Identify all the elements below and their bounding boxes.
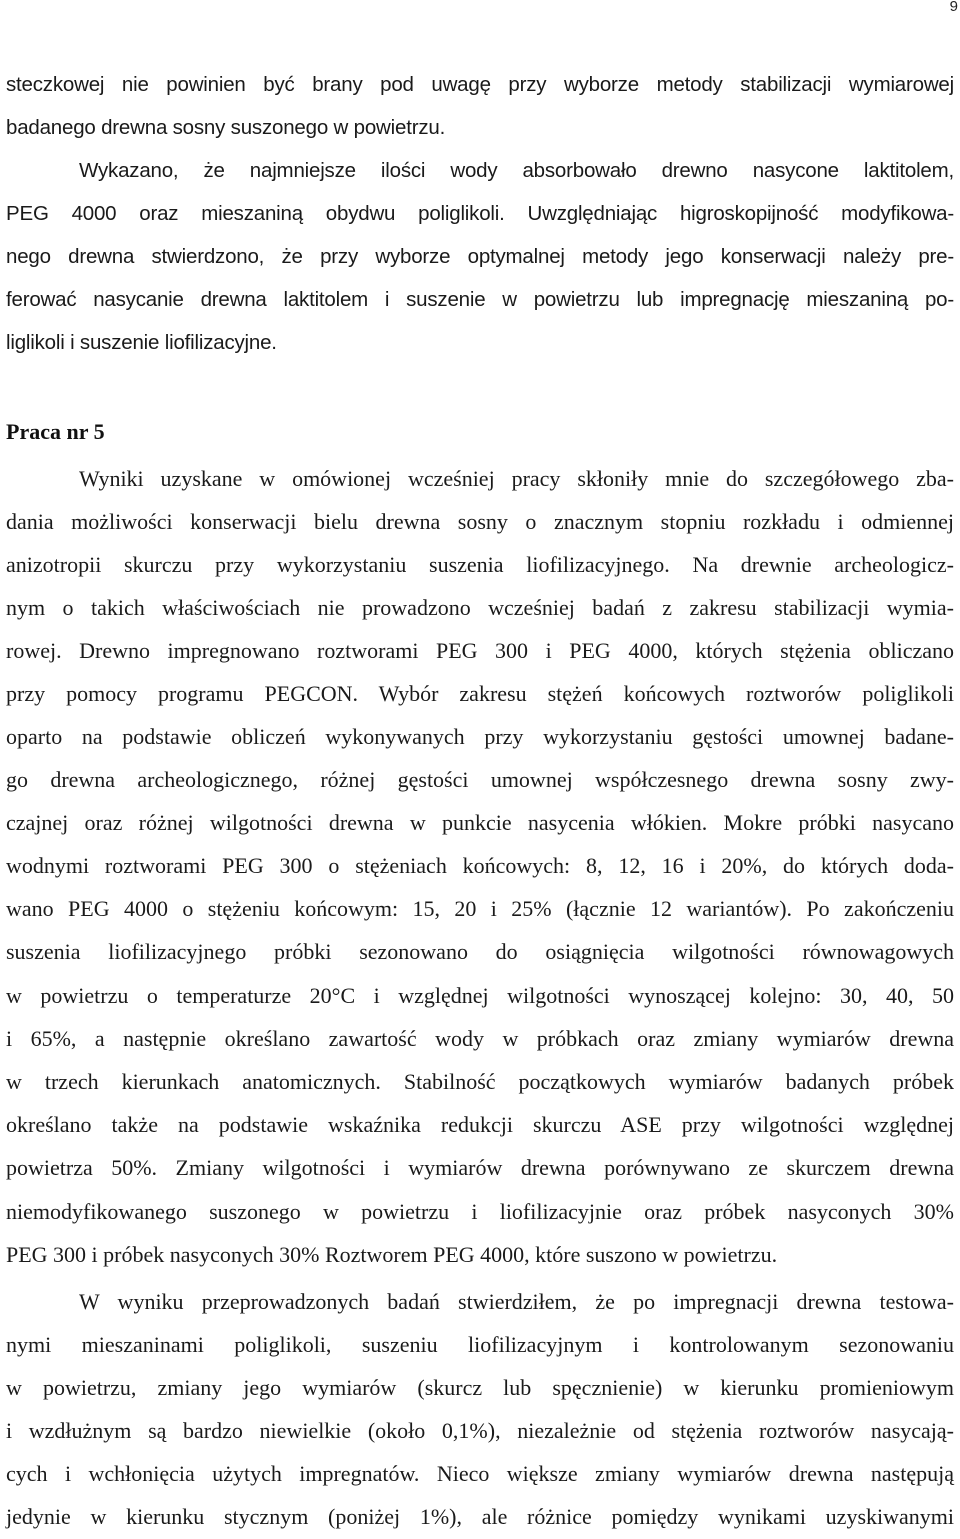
paragraph-line: powietrza 50%. Zmiany wilgotności i wymiarów drewna porównywano ze skurczem drewna [6,1155,954,1180]
paragraph-line: określano także na podstawie wskaźnika redukcji skurczu ASE przy wilgotności względnej [6,1112,954,1137]
paragraph-line: w trzech kierunkach anatomicznych. Stabilność początkowych wymiarów badanych próbek [6,1069,954,1094]
paragraph-line: wodnymi roztworami PEG 300 o stężeniach końcowych: 8, 12, 16 i 20%, do których doda- [6,853,954,878]
paragraph-line: suszenia liofilizacyjnego próbki sezonowano do osiągnięcia wilgotności równowagowych [6,939,954,964]
paragraph-line: W wyniku przeprowadzonych badań stwierdziłem, że po impregnacji drewna testowa- [79,1289,954,1314]
paragraph-line: Wyniki uzyskane w omówionej wcześniej pracy skłoniły mnie do szczegółowego zba- [79,466,954,491]
paragraph-line: cych i wchłonięcia użytych impregnatów. Nieco większe zmiany wymiarów drewna następują [6,1461,954,1486]
paragraph-line: ferować nasycanie drewna laktitolem i suszenie w powietrzu lub impregnację mieszaniną po- [6,288,954,311]
paragraph-line: dania możliwości konserwacji bielu drewna sosny o znacznym stopniu rozkładu i odmiennej [6,509,954,534]
paragraph-line: PEG 4000 oraz mieszaniną obydwu poliglikoli. Uwzględniając higroskopijność modyfikowa- [6,202,954,225]
paragraph-line: PEG 300 i próbek nasyconych 30% Roztworem PEG 4000, które suszono w powietrzu. [6,1242,778,1267]
paragraph-line: go drewna archeologicznego, różnej gęstości umownej współczesnego drewna sosny zwy- [6,767,954,792]
section-heading: Praca nr 5 [6,419,105,444]
paragraph-line: badanego drewna sosny suszonego w powietrzu. [6,116,446,139]
paragraph-line: Wykazano, że najmniejsze ilości wody absorbowało drewno nasycone laktitolem, [79,159,954,182]
paragraph-line: w powietrzu, zmiany jego wymiarów (skurcz lub spęcznienie) w kierunku promieniowym [6,1375,954,1400]
paragraph-line: steczkowej nie powinien być brany pod uwagę przy wyborze metody stabilizacji wymiarowej [6,73,954,96]
paragraph-line: przy pomocy programu PEGCON. Wybór zakresu stężeń końcowych roztworów poliglikoli [6,681,954,706]
paragraph-line: nymi mieszaninami poliglikoli, suszeniu liofilizacyjnym i kontrolowanym sezonowaniu [6,1332,954,1357]
paragraph-line: i wzdłużnym są bardzo niewielkie (około 0,1%), niezależnie od stężenia roztworów nasycają- [6,1418,954,1443]
paragraph-line: w powietrzu o temperaturze 20°C i względnej wilgotności wynoszącej kolejno: 30, 40, 50 [6,983,954,1008]
paragraph-line: liglikoli i suszenie liofilizacyjne. [6,331,277,354]
paragraph-line: jedynie w kierunku stycznym (poniżej 1%), ale różnice pomiędzy wynikami uzyskiwanymi [6,1504,954,1529]
paragraph-line: rowej. Drewno impregnowano roztworami PEG 300 i PEG 4000, których stężenia obliczano [6,638,954,663]
paragraph-line: i 65%, a następnie określano zawartość wody w próbkach oraz zmiany wymiarów drewna [6,1026,954,1051]
paragraph-line: wano PEG 4000 o stężeniu końcowym: 15, 20 i 25% (łącznie 12 wariantów). Po zakończeniu [6,896,954,921]
paragraph-line: niemodyfikowanego suszonego w powietrzu i liofilizacyjnie oraz próbek nasyconych 30% [6,1199,954,1224]
paragraph-line: nym o takich właściwościach nie prowadzono wcześniej badań z zakresu stabilizacji wymia- [6,595,954,620]
paragraph-line: anizotropii skurczu przy wykorzystaniu suszenia liofilizacyjnego. Na drewnie archeologicz- [6,552,954,577]
paragraph-line: czajnej oraz różnej wilgotności drewna w punkcie nasycenia włókien. Mokre próbki nasycano [6,810,954,835]
paragraph-line: oparto na podstawie obliczeń wykonywanych przy wykorzystaniu gęstości umownej badane- [6,724,954,749]
paragraph-line: nego drewna stwierdzono, że przy wyborze optymalnej metody jego konserwacji należy pre- [6,245,954,268]
page-number: 9 [949,0,958,15]
